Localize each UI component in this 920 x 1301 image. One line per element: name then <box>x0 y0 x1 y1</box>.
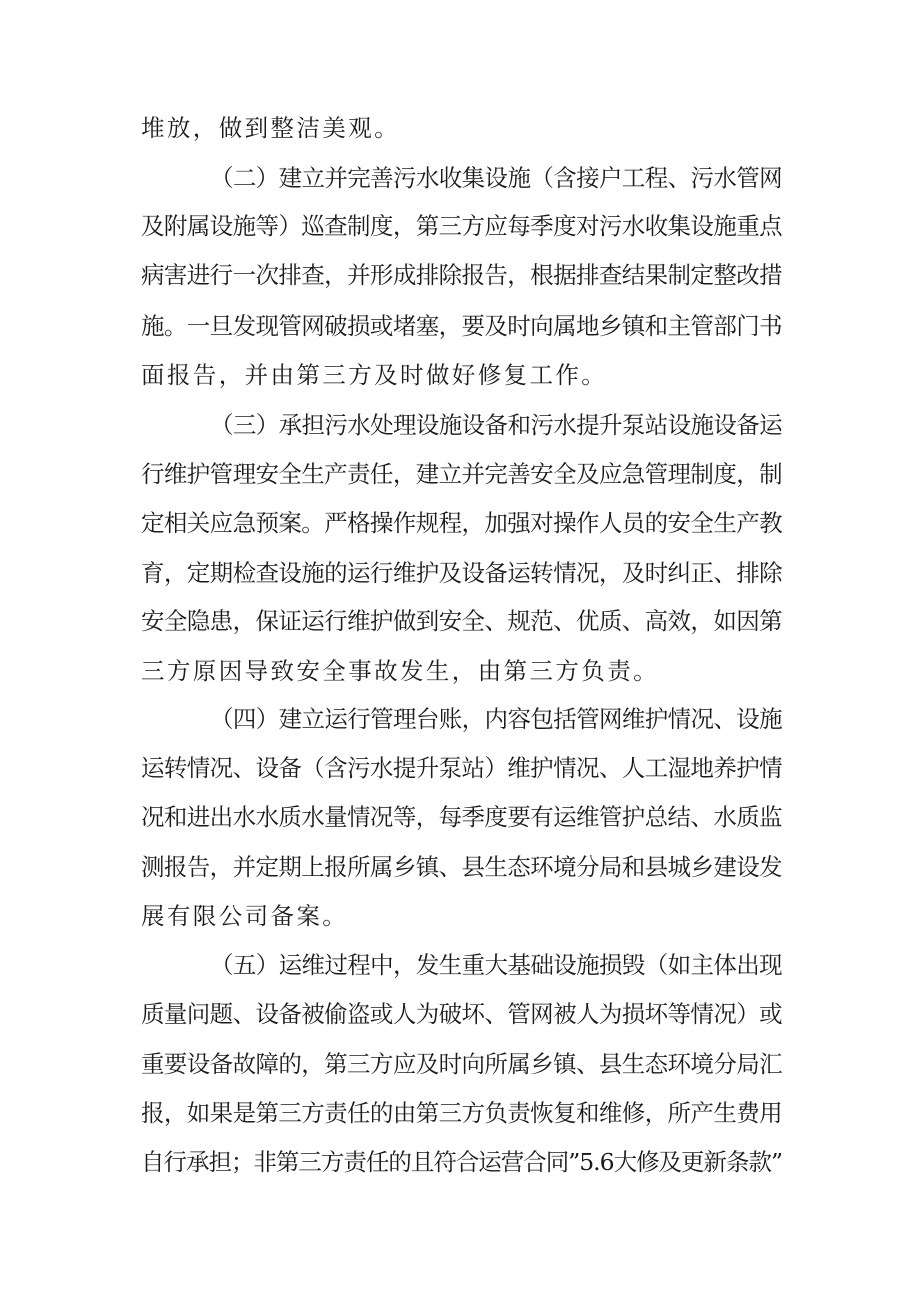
text-line <box>0 797 920 837</box>
line-text: 报，如果是第三方责任的由第三方负责恢复和维修，所产生费用 <box>141 1099 782 1127</box>
text-line <box>0 255 920 295</box>
line-text: 重要设备故障的，第三方应及时向所属乡镇、县生态环境分局汇 <box>141 1050 782 1078</box>
line-text: 定相关应急预案。严格操作规程，加强对操作人员的安全生产教 <box>141 509 782 537</box>
line-text: 病害进行一次排查，并形成排除报告，根据排查结果制定整改措 <box>141 261 782 289</box>
text-line <box>0 896 920 936</box>
line-text: 况和进出水水质水量情况等，每季度要有运维管护总结、水质监 <box>141 803 782 831</box>
line-text: （二）建立并完善污水收集设施（含接户工程、污水管网 <box>210 164 782 192</box>
line-text: 自行承担；非第三方责任的且符合运营合同”5.6大修及更新条款” <box>141 1148 782 1176</box>
text-line <box>0 651 920 691</box>
line-text: 面报告，并由第三方及时做好修复工作。 <box>141 361 608 389</box>
text-line <box>0 1142 920 1182</box>
paragraph-3-line <box>0 405 920 445</box>
line-text: 行维护管理安全生产责任，建立并完善安全及应急管理制度，制 <box>141 460 782 488</box>
line-text: 安全隐患，保证运行维护做到安全、规范、优质、高效，如因第 <box>141 607 782 635</box>
paragraph-4-line <box>0 699 920 739</box>
line-text: 质量问题、设备被偷盗或人为破坏、管网被人为损坏等情况）或 <box>141 1000 782 1028</box>
paragraph-5-line <box>0 945 920 985</box>
text-line <box>0 503 920 543</box>
paragraph-2-line <box>0 158 920 198</box>
line-text: 展有限公司备案。 <box>141 902 349 930</box>
line-text: 堆放，做到整洁美观。 <box>141 114 400 142</box>
line-text: （四）建立运行管理台账，内容包括管网维护情况、设施 <box>210 705 782 733</box>
text-line <box>0 1044 920 1084</box>
line-text: 三方原因导致安全事故发生，由第三方负责。 <box>141 657 659 685</box>
line-text: 及附属设施等）巡查制度，第三方应每季度对污水收集设施重点 <box>141 212 782 240</box>
text-line <box>0 306 920 346</box>
text-line <box>0 601 920 641</box>
line-text: 施。一旦发现管网破损或堵塞，要及时向属地乡镇和主管部门书 <box>141 312 782 340</box>
line-text: 运转情况、设备（含污水提升泵站）维护情况、人工湿地养护情 <box>141 754 782 782</box>
text-line <box>0 748 920 788</box>
text-line <box>0 108 920 148</box>
line-text: 测报告，并定期上报所属乡镇、县生态环境分局和县城乡建设发 <box>141 853 782 881</box>
line-text: （五）运维过程中，发生重大基础设施损毁（如主体出现 <box>210 951 782 979</box>
text-line <box>0 847 920 887</box>
text-line <box>0 553 920 593</box>
text-line <box>0 454 920 494</box>
text-line <box>0 1093 920 1133</box>
text-line <box>0 355 920 395</box>
line-text: （三）承担污水处理设施设备和污水提升泵站设施设备运 <box>210 411 782 439</box>
line-text: 育，定期检查设施的运行维护及设备运转情况，及时纠正、排除 <box>141 559 782 587</box>
text-line <box>0 994 920 1034</box>
text-line <box>0 206 920 246</box>
